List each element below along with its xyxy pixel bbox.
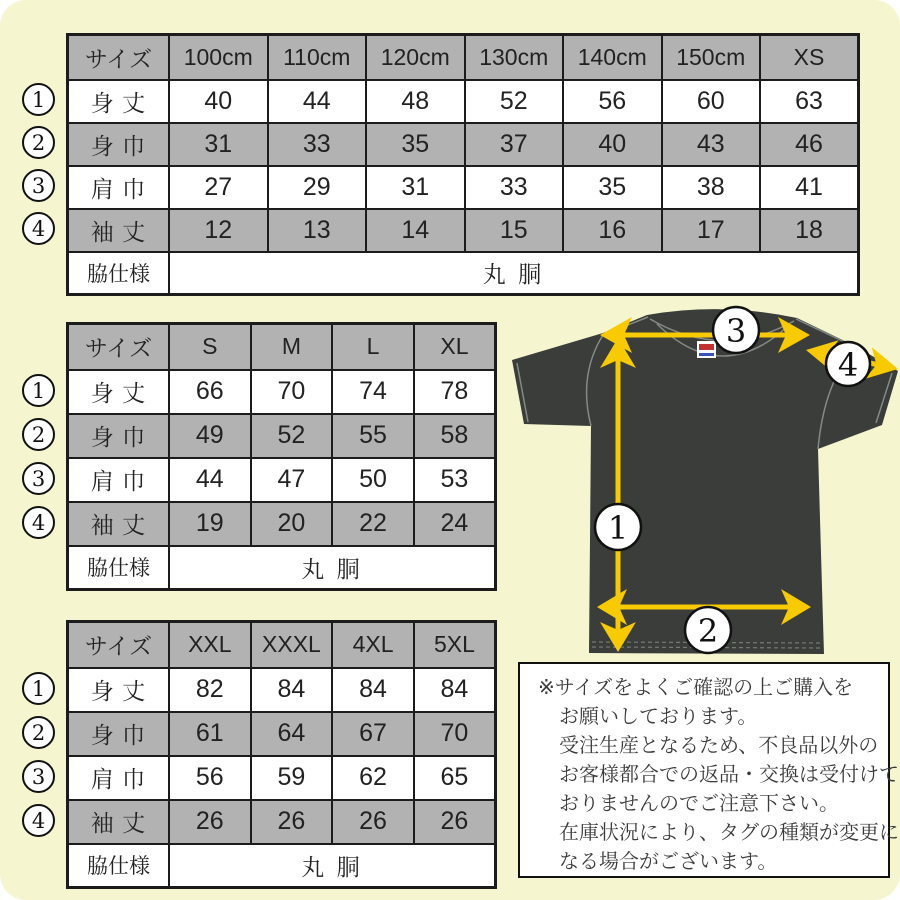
measurement-value: 43 (662, 123, 761, 166)
measurement-value: 84 (332, 668, 414, 712)
diagram-marker-1 (595, 504, 641, 550)
row-label: 身 巾 (68, 712, 170, 756)
column-header: 140cm (563, 35, 662, 80)
column-header: 130cm (465, 35, 564, 80)
diagram-marker-4 (826, 342, 870, 386)
tshirt-graphic (500, 305, 900, 665)
measurement-value: 37 (465, 123, 564, 166)
notice-line: ※サイズをよくご確認の上ご購入を (538, 677, 854, 699)
measurement-value: 26 (169, 800, 251, 844)
notice-line: お客様都合での返品・交換は受付けて (559, 764, 899, 786)
footer-value: 丸 胴 (169, 546, 496, 590)
measurement-value: 13 (268, 209, 367, 252)
measurement-value: 52 (251, 414, 333, 458)
purchase-notice-box (518, 662, 899, 878)
measurement-value: 55 (332, 414, 414, 458)
measurement-value: 47 (251, 458, 333, 502)
footer-label: 脇仕様 (68, 546, 170, 590)
measurement-value: 70 (414, 712, 496, 756)
svg-text:1: 1 (607, 509, 629, 547)
row-label: 肩 巾 (68, 166, 170, 209)
measurement-value: 63 (760, 80, 859, 123)
column-header-size: サイズ (68, 35, 170, 80)
measurement-value: 62 (332, 756, 414, 800)
row-marker-2: 2 (22, 418, 55, 451)
notice-line: お願いしております。 (559, 706, 758, 728)
measurement-value: 16 (563, 209, 662, 252)
measurement-value: 35 (563, 166, 662, 209)
size-table-adult (66, 322, 497, 591)
measurement-value: 40 (169, 80, 268, 123)
column-header: XL (414, 324, 496, 370)
measurement-value: 52 (465, 80, 564, 123)
notice-line: 在庫状況により、タグの種類が変更に (559, 822, 899, 844)
row-marker-2: 2 (22, 126, 55, 159)
column-header-size: サイズ (68, 324, 170, 370)
row-label: 肩 巾 (68, 458, 170, 502)
neck-label-tag (697, 341, 716, 358)
column-header-size: サイズ (68, 622, 170, 668)
svg-text:4: 4 (837, 346, 859, 384)
footer-label: 脇仕様 (68, 844, 170, 888)
diagram-marker-3 (713, 307, 759, 353)
measurement-value: 26 (332, 800, 414, 844)
measurement-value: 41 (760, 166, 859, 209)
measurement-value: 38 (662, 166, 761, 209)
row-marker-3: 3 (22, 462, 55, 495)
column-header: 120cm (366, 35, 465, 80)
measurement-value: 33 (465, 166, 564, 209)
measurement-value: 78 (414, 370, 496, 414)
tshirt-measurement-diagram (500, 305, 900, 665)
row-marker-1: 1 (22, 374, 55, 407)
row-marker-3: 3 (22, 169, 55, 202)
measurement-value: 20 (251, 502, 333, 546)
measurement-value: 40 (563, 123, 662, 166)
column-header: M (251, 324, 333, 370)
diagram-marker-2 (685, 607, 731, 653)
column-header: XXXL (251, 622, 333, 668)
row-marker-4: 4 (22, 804, 55, 837)
row-label: 袖 丈 (68, 209, 170, 252)
size-table-kids (66, 33, 860, 296)
column-header: L (332, 324, 414, 370)
measurement-value: 31 (366, 166, 465, 209)
measurement-value: 22 (332, 502, 414, 546)
size-table-big (66, 620, 497, 889)
row-label: 身 丈 (68, 668, 170, 712)
measurement-value: 50 (332, 458, 414, 502)
footer-value: 丸 胴 (169, 844, 496, 888)
measurement-value: 70 (251, 370, 333, 414)
notice-line: なる場合がございます。 (559, 851, 778, 873)
measurement-value: 58 (414, 414, 496, 458)
column-header: XS (760, 35, 859, 80)
measurement-value: 49 (169, 414, 251, 458)
measurement-value: 35 (366, 123, 465, 166)
measurement-value: 84 (251, 668, 333, 712)
measurement-value: 60 (662, 80, 761, 123)
measurement-value: 12 (169, 209, 268, 252)
row-marker-3: 3 (22, 760, 55, 793)
row-marker-2: 2 (22, 716, 55, 749)
notice-line: おりませんのでご注意下さい。 (559, 793, 839, 815)
measurement-value: 44 (268, 80, 367, 123)
measurement-value: 56 (563, 80, 662, 123)
column-header: 110cm (268, 35, 367, 80)
measurement-value: 66 (169, 370, 251, 414)
column-header: 100cm (169, 35, 268, 80)
column-header: 150cm (662, 35, 761, 80)
svg-text:3: 3 (725, 312, 747, 350)
measurement-value: 61 (169, 712, 251, 756)
measurement-value: 64 (251, 712, 333, 756)
measurement-value: 65 (414, 756, 496, 800)
column-header: XXL (169, 622, 251, 668)
row-label: 身 巾 (68, 123, 170, 166)
row-marker-1: 1 (22, 83, 55, 116)
measurement-value: 29 (268, 166, 367, 209)
measurement-value: 48 (366, 80, 465, 123)
measurement-value: 24 (414, 502, 496, 546)
measurement-value: 18 (760, 209, 859, 252)
measurement-value: 74 (332, 370, 414, 414)
footer-label: 脇仕様 (68, 252, 170, 295)
row-label: 身 巾 (68, 414, 170, 458)
measurement-value: 33 (268, 123, 367, 166)
row-label: 袖 丈 (68, 502, 170, 546)
measurement-value: 19 (169, 502, 251, 546)
notice-line: 受注生産となるため、不良品以外の (559, 735, 879, 757)
measurement-value: 17 (662, 209, 761, 252)
measurement-value: 26 (251, 800, 333, 844)
row-label: 肩 巾 (68, 756, 170, 800)
measurement-value: 27 (169, 166, 268, 209)
measurement-value: 26 (414, 800, 496, 844)
row-label: 身 丈 (68, 370, 170, 414)
row-marker-4: 4 (22, 212, 55, 245)
row-label: 身 丈 (68, 80, 170, 123)
measurement-value: 82 (169, 668, 251, 712)
measurement-value: 84 (414, 668, 496, 712)
svg-text:2: 2 (697, 612, 719, 650)
measurement-value: 44 (169, 458, 251, 502)
measurement-value: 67 (332, 712, 414, 756)
column-header: S (169, 324, 251, 370)
column-header: 5XL (414, 622, 496, 668)
measurement-value: 14 (366, 209, 465, 252)
column-header: 4XL (332, 622, 414, 668)
measurement-value: 56 (169, 756, 251, 800)
row-label: 袖 丈 (68, 800, 170, 844)
measurement-value: 46 (760, 123, 859, 166)
footer-value: 丸 胴 (169, 252, 859, 295)
measurement-value: 31 (169, 123, 268, 166)
measurement-value: 59 (251, 756, 333, 800)
row-marker-1: 1 (22, 672, 55, 705)
measurement-value: 53 (414, 458, 496, 502)
measurement-value: 15 (465, 209, 564, 252)
row-marker-4: 4 (22, 506, 55, 539)
